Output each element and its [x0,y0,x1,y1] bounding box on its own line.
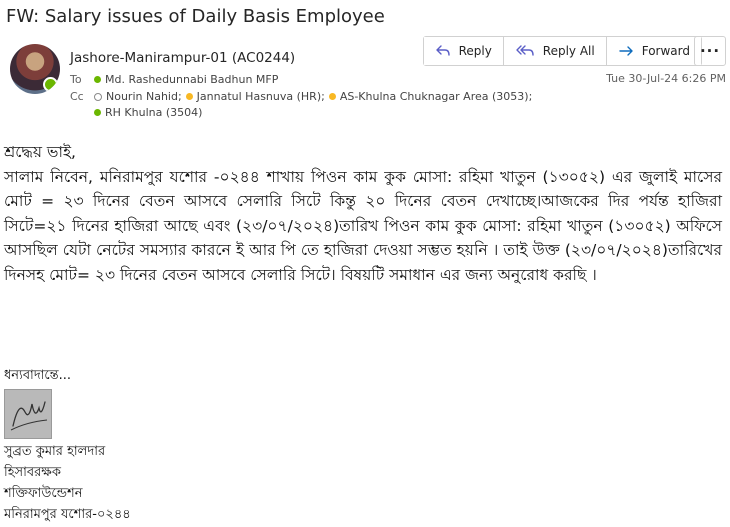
signature-name: সুব্রত কুমার হালদার [4,444,106,459]
reply-all-arrow-icon [515,44,535,58]
body-paragraph: সালাম নিবেন, মনিরামপুর যশোর -০২৪৪ শাখায় পিওন কাম কুক মোসা: রহিমা খাতুন (১৩০৫২) এর জুলাই মাসের মোট = ২৩ দিনের বেতন আসবে সেলারি সিটে কিন্তু ২০ দিনের বেতন দেখাচ্ছে।আজকের দির পর্যন্ত হাজিরা সিটে=২১ দিনের হাজিরা আছে এবং (২৩/০৭/২০২৪)তারিখ পিওন কাম কুক মোসা: রহিমা খাতুন (১৩০৫২) অফিসে আসছিল যেটা নেটের সমস্যার কারনে ই আর পি তে হাজিরা দেওয়া সম্ভত হয়নি । তাই উক্ত (২৩/০৭/২০২৪)তারিখের দিনসহ মোট= ২৩ দিনের বেতন আসবে সেলারি সিটে। বিষয়টি সমাধান এর জন্য অনুরোধ করছি । [4,167,722,284]
body-closing: ধন্যবাদান্তে... [4,368,72,383]
presence-available-icon [94,76,101,83]
reply-label: Reply [458,44,492,58]
signature-block [4,441,131,525]
cc-row-continued [94,106,206,119]
message-body [4,140,722,287]
recipient-name: RH Khulna (3504) [105,106,203,119]
message-actions-toolbar [423,36,702,66]
handwritten-signature-image [4,389,52,439]
sender-name[interactable]: Jashore-Manirampur-01 (AC0244) [70,50,296,66]
cc-row [70,90,536,103]
cc-label: Cc [70,90,84,103]
presence-away-icon [186,93,193,100]
recipient-name: Jannatul Hasnuva (HR); [196,90,325,103]
signature-organization: শক্তিফাউন্ডেশন [4,486,83,501]
reply-all-button[interactable] [504,37,607,65]
forward-label: Forward [641,44,690,58]
received-date: Tue 30-Jul-24 6:26 PM [606,72,726,85]
ellipsis-icon: ··· [699,42,721,60]
to-label: To [70,73,82,86]
recipient-to-0[interactable] [94,73,278,86]
recipient-name: AS-Khulna Chuknagar Area (3053); [339,90,533,103]
reply-all-label: Reply All [542,44,595,58]
presence-status-icon [43,77,58,92]
sender-avatar[interactable] [10,44,60,94]
recipient-cc-1[interactable] [186,90,325,103]
recipient-name: Md. Rashedunnabi Badhun MFP [105,73,279,86]
forward-arrow-icon [618,44,634,58]
more-actions-button[interactable] [694,36,726,66]
to-row [70,73,282,86]
body-greeting: শ্রদ্ধেয় ভাই, [4,143,76,161]
signature-title: হিসাবরক্ষক [4,465,61,480]
recipient-cc-2[interactable] [329,90,532,103]
recipient-cc-3[interactable] [94,106,202,119]
signature-scribble-icon [5,390,51,438]
reply-button[interactable] [424,37,504,65]
email-subject: FW: Salary issues of Daily Basis Employee [6,6,385,27]
reply-arrow-icon [435,44,451,58]
presence-offline-icon [94,93,102,101]
presence-away-icon [329,93,336,100]
presence-available-icon [94,109,101,116]
signature-branch: মনিরামপুর যশোর-০২৪৪ [4,507,131,522]
recipient-cc-0[interactable] [94,90,182,103]
forward-button[interactable] [607,37,701,65]
recipient-name: Nourin Nahid; [106,90,182,103]
